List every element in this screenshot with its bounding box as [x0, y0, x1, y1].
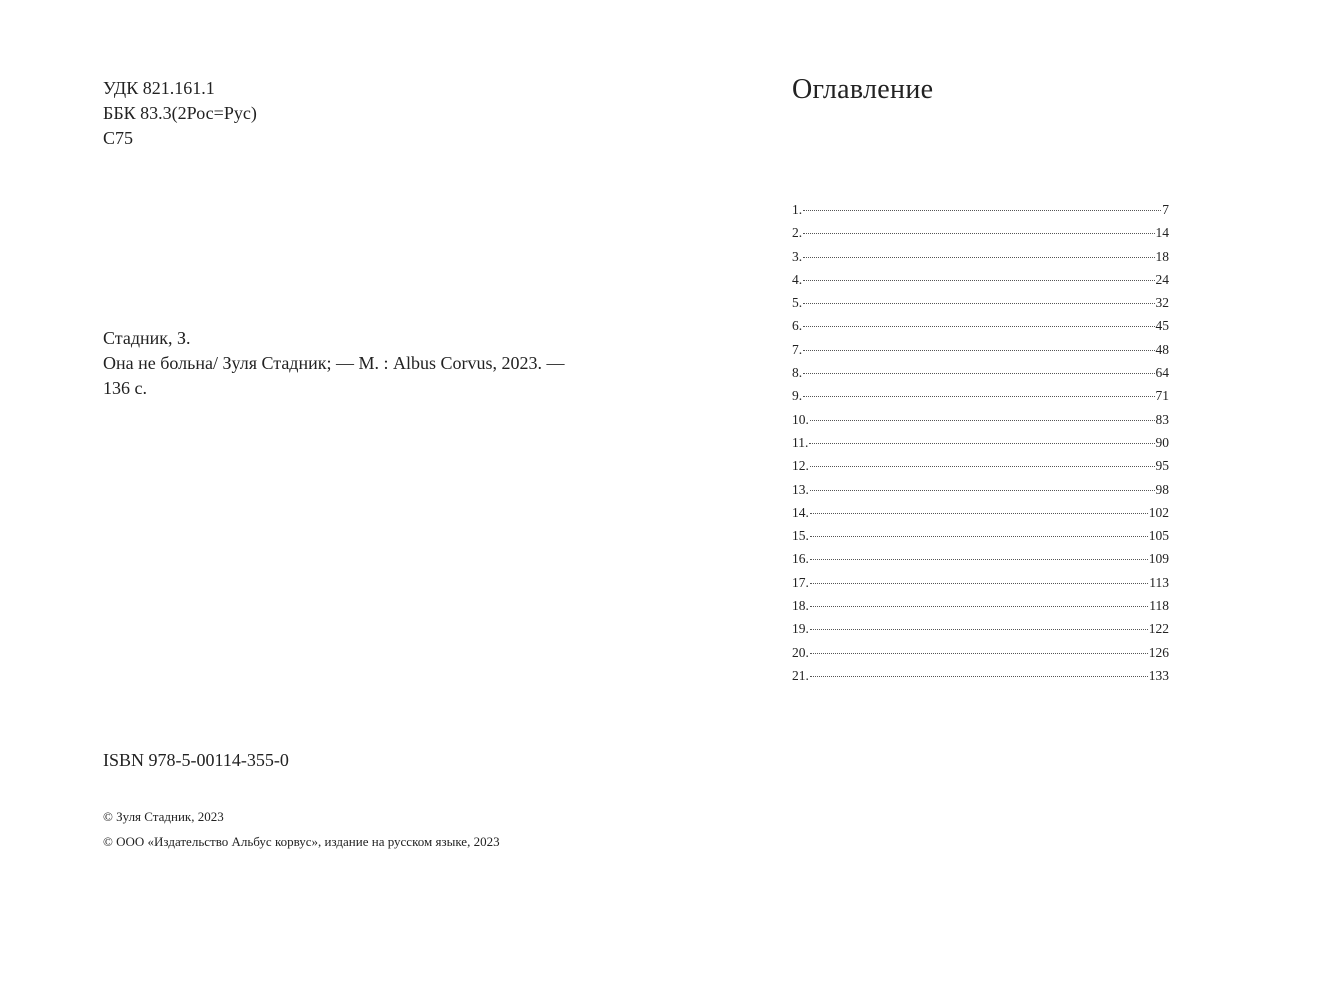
citation-text: Она не больна/ Зуля Стадник; — М. : Albus Corvus, 2023. — [103, 353, 565, 373]
toc-page-number: 71 [1155, 388, 1169, 404]
toc-page-number: 105 [1148, 528, 1169, 544]
toc-dot-leader [803, 396, 1154, 397]
toc-dot-leader [803, 233, 1154, 234]
toc-entry [792, 412, 1169, 435]
toc-dot-leader [803, 373, 1154, 374]
toc-entry [792, 458, 1169, 481]
toc-page-number: 48 [1155, 341, 1169, 357]
toc-dot-leader [803, 210, 1161, 211]
toc-entry [792, 225, 1169, 248]
udk-code: УДК 821.161.1 [103, 78, 215, 98]
toc-entry [792, 598, 1169, 621]
toc-page-number: 18 [1155, 248, 1169, 264]
toc-chapter-number: 6. [792, 318, 803, 334]
toc-entry [792, 249, 1169, 272]
toc-chapter-number: 16. [792, 551, 809, 567]
toc-page-number: 83 [1155, 411, 1169, 427]
toc-entry [792, 621, 1169, 644]
toc-entry [792, 388, 1169, 411]
toc-entry [792, 202, 1169, 225]
toc-page-number: 102 [1148, 504, 1169, 520]
toc-chapter-number: 5. [792, 295, 803, 311]
toc-page-number: 126 [1148, 644, 1169, 660]
toc-page-number: 109 [1148, 551, 1169, 567]
toc-page-number: 122 [1148, 621, 1169, 637]
toc-chapter-number: 10. [792, 411, 809, 427]
toc-chapter-number: 13. [792, 481, 809, 497]
toc-dot-leader [803, 280, 1154, 281]
copyright-block [103, 804, 500, 854]
toc-dot-leader [803, 350, 1154, 351]
toc-entry [792, 295, 1169, 318]
author-mark: С75 [103, 128, 134, 148]
toc-entry [792, 482, 1169, 505]
contents-page [792, 72, 1172, 683]
toc-chapter-number: 11. [792, 434, 809, 450]
page-count: 136 с. [103, 378, 147, 398]
toc-chapter-number: 15. [792, 528, 809, 544]
toc-dot-leader [810, 583, 1148, 584]
toc-entry [792, 551, 1169, 574]
toc-dot-leader [810, 559, 1148, 560]
toc-page-number: 113 [1149, 574, 1169, 590]
toc-entry [792, 318, 1169, 341]
isbn: ISBN 978-5-00114-355-0 [103, 750, 289, 770]
toc-page-number: 64 [1155, 365, 1169, 381]
toc-entry [792, 272, 1169, 295]
toc-page-number: 90 [1155, 434, 1169, 450]
toc-entry [792, 505, 1169, 528]
toc-chapter-number: 7. [792, 341, 803, 357]
toc-page-number: 24 [1155, 271, 1169, 287]
toc-entry [792, 435, 1169, 458]
bibliographic-record [103, 326, 623, 401]
toc-dot-leader [810, 490, 1155, 491]
copyright-publisher: © ООО «Издательство Альбус корвус», издание на русском языке, 2023 [103, 834, 500, 849]
toc-page-number: 95 [1155, 458, 1169, 474]
toc-dot-leader [810, 466, 1155, 467]
toc-chapter-number: 8. [792, 365, 803, 381]
toc-page-number: 118 [1149, 598, 1169, 614]
toc-dot-leader [810, 606, 1148, 607]
bbk-code: ББК 83.3(2Рос=Рус) [103, 103, 257, 123]
toc-entry [792, 645, 1169, 668]
toc-chapter-number: 2. [792, 225, 803, 241]
toc-page-number: 7 [1162, 202, 1169, 217]
toc-entry [792, 575, 1169, 598]
copyright-author: © Зуля Стадник, 2023 [103, 809, 224, 824]
author-name: Стадник, З. [103, 328, 191, 348]
toc-entry [792, 668, 1169, 691]
toc-chapter-number: 20. [792, 644, 809, 660]
contents-title: Оглавление [792, 74, 934, 105]
toc-entry [792, 365, 1169, 388]
toc-dot-leader [810, 653, 1148, 654]
toc-dot-leader [803, 257, 1154, 258]
toc-entry [792, 528, 1169, 551]
toc-entry [792, 342, 1169, 365]
toc-page-number: 98 [1155, 481, 1169, 497]
toc-chapter-number: 18. [792, 598, 809, 614]
toc-dot-leader [810, 629, 1148, 630]
toc-dot-leader [810, 676, 1148, 677]
toc-chapter-number: 19. [792, 621, 809, 637]
toc-chapter-number: 1. [792, 202, 803, 217]
toc-chapter-number: 9. [792, 388, 803, 404]
toc-dot-leader [810, 513, 1148, 514]
toc-dot-leader [803, 303, 1154, 304]
toc-page-number: 14 [1155, 225, 1169, 241]
toc-chapter-number: 21. [792, 667, 809, 683]
toc-dot-leader [809, 443, 1154, 444]
toc-page-number: 32 [1155, 295, 1169, 311]
toc-dot-leader [810, 536, 1148, 537]
toc-dot-leader [803, 326, 1154, 327]
table-of-contents [792, 202, 1169, 691]
toc-chapter-number: 4. [792, 271, 803, 287]
toc-chapter-number: 12. [792, 458, 809, 474]
toc-dot-leader [810, 420, 1155, 421]
toc-page-number: 45 [1155, 318, 1169, 334]
toc-chapter-number: 3. [792, 248, 803, 264]
toc-chapter-number: 17. [792, 574, 809, 590]
classification-codes [103, 76, 257, 151]
toc-chapter-number: 14. [792, 504, 809, 520]
toc-page-number: 133 [1148, 667, 1169, 683]
